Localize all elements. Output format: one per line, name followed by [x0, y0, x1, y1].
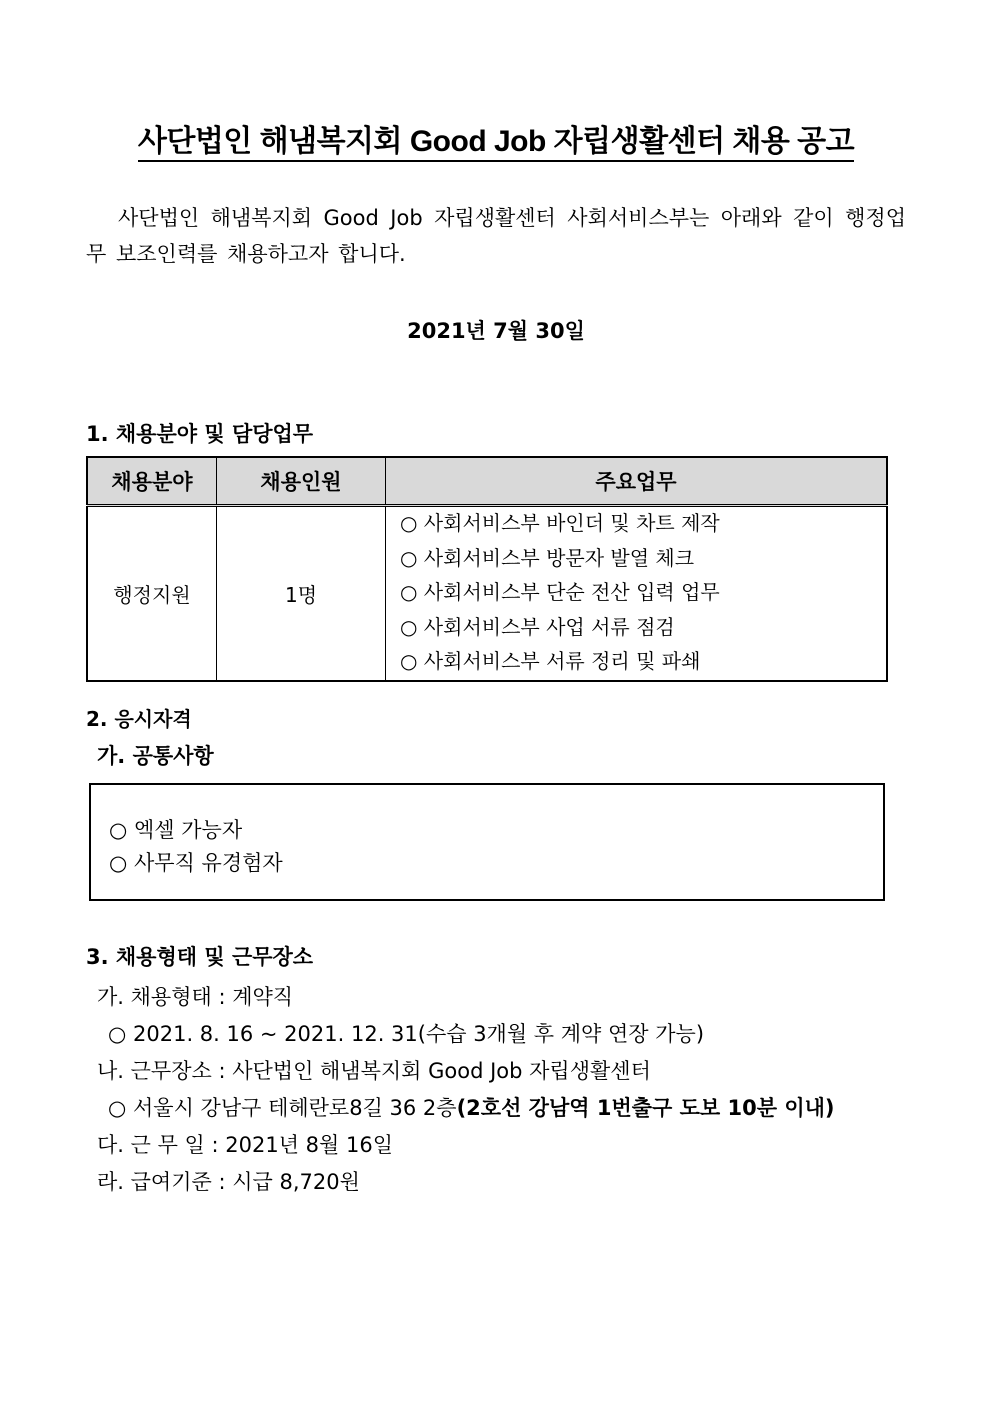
- table-row: [87, 506, 887, 681]
- header-count: 채용인원: [217, 457, 386, 506]
- workplace-address: [108, 1092, 835, 1122]
- qualifications-box: [89, 783, 885, 901]
- duty-item: ○ 사회서비스부 단순 전산 입력 업무: [400, 580, 720, 604]
- qualification-item: ○ 엑셀 가능자: [109, 818, 243, 842]
- cell-duties: [386, 506, 888, 681]
- duty-item: ○ 사회서비스부 바인더 및 차트 제작: [400, 511, 720, 535]
- header-duties: 주요업무: [386, 457, 888, 506]
- address-directions: (2호선 강남역 1번출구 도보 10분 이내): [456, 1096, 835, 1120]
- duty-item: ○ 사회서비스부 방문자 발열 체크: [400, 545, 695, 570]
- employment-type: 가. 채용형태 : 계약직: [97, 985, 294, 1009]
- page-title: [0, 116, 992, 160]
- workplace: 나. 근무장소 : 사단법인 해냄복지회 Good Job 자립생활센터: [97, 1059, 651, 1083]
- wage: 라. 급여기준 : 시급 8,720원: [97, 1170, 360, 1194]
- section1-heading: 1. 채용분야 및 담당업무: [86, 422, 314, 446]
- section3-heading: 3. 채용형태 및 근무장소: [86, 945, 314, 969]
- table-header-row: [87, 457, 887, 506]
- cell-field: 행정지원: [87, 506, 217, 681]
- section2-heading: 2. 응시자격: [86, 707, 192, 731]
- page-title-text: 사단법인 해냄복지회 Good Job 자립생활센터 채용 공고: [138, 125, 854, 162]
- jobs-table: [86, 456, 888, 682]
- duty-item: ○ 사회서비스부 서류 정리 및 파쇄: [400, 649, 701, 673]
- announcement-date: 2021년 7월 30일: [407, 319, 585, 343]
- duty-item: ○ 사회서비스부 사업 서류 점검: [400, 614, 675, 639]
- header-field: 채용분야: [87, 457, 217, 506]
- employment-period: ○ 2021. 8. 16 ~ 2021. 12. 31(수습 3개월 후 계약 연장 가능): [108, 1022, 705, 1046]
- section2-subheading: 가. 공통사항: [97, 744, 214, 768]
- address-text: ○ 서울시 강남구 테헤란로8길 36 2층: [108, 1096, 457, 1120]
- start-date: 다. 근 무 일 : 2021년 8월 16일: [97, 1133, 394, 1157]
- cell-count: 1명: [217, 506, 386, 681]
- qualification-item: ○ 사무직 유경험자: [109, 851, 283, 875]
- intro-paragraph: 사단법인 해냄복지회 Good Job 자립생활센터 사회서비스부는 아래와 같이 행정업무 보조인력를 채용하고자 합니다.: [86, 206, 906, 266]
